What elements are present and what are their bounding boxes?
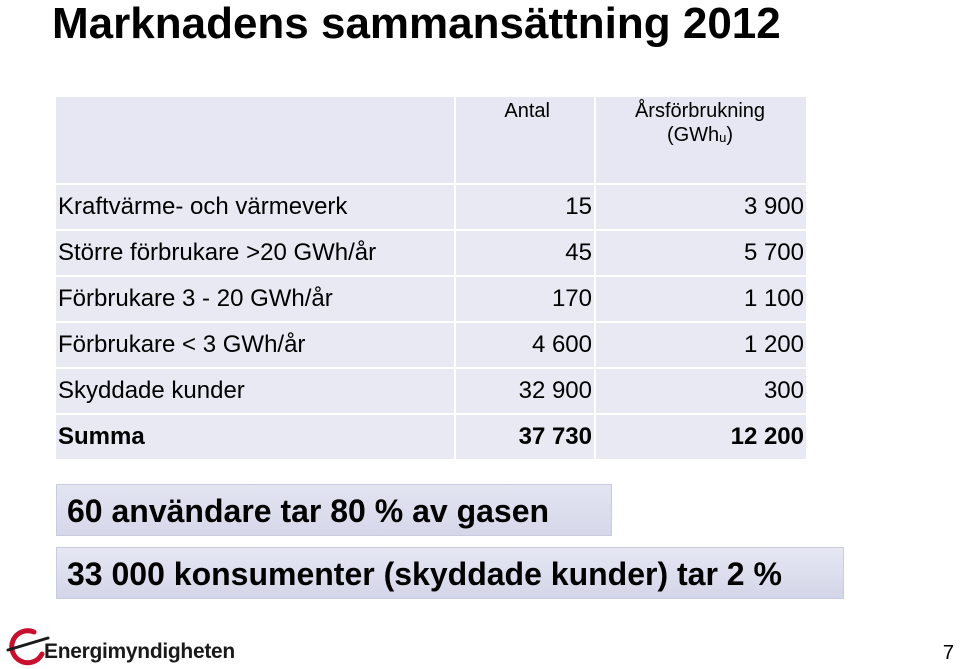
row-forbrukning: 5 700 xyxy=(595,230,807,276)
slide-title: Marknadens sammansättning 2012 xyxy=(52,0,781,48)
row-antal: 170 xyxy=(455,276,595,322)
row-antal: 32 900 xyxy=(455,368,595,414)
logo-text: Energimyndigheten xyxy=(44,640,235,663)
header-unit-sub: u xyxy=(719,130,727,145)
row-antal: 45 xyxy=(455,230,595,276)
header-unit-post: ) xyxy=(726,124,734,146)
row-forbrukning: 1 100 xyxy=(595,276,807,322)
table-row xyxy=(55,184,807,230)
header-arsforbrukning-line1: Årsförbrukning xyxy=(634,100,766,122)
row-label: Förbrukare 3 - 20 GWh/år xyxy=(55,276,455,322)
table-row xyxy=(55,368,807,414)
table-sum-row xyxy=(55,414,807,460)
header-unit-pre: (GWh xyxy=(666,124,720,146)
page-number: 7 xyxy=(942,642,954,664)
table-row xyxy=(55,230,807,276)
table-row xyxy=(55,322,807,368)
row-antal: 37 730 xyxy=(455,414,595,460)
row-forbrukning: 3 900 xyxy=(595,184,807,230)
row-label: Summa xyxy=(55,414,455,460)
row-label: Större förbrukare >20 GWh/år xyxy=(55,230,455,276)
row-antal: 15 xyxy=(455,184,595,230)
row-forbrukning: 300 xyxy=(595,368,807,414)
energimyndigheten-logo xyxy=(4,624,235,668)
header-empty-cell xyxy=(55,96,455,184)
callout-consumers: 33 000 konsumenter (skyddade kunder) tar 2 % xyxy=(56,547,844,599)
market-table xyxy=(54,95,808,461)
table-header-row xyxy=(55,96,807,184)
callout-users: 60 användare tar 80 % av gasen xyxy=(56,484,612,536)
header-antal: Antal xyxy=(455,96,595,184)
table-row xyxy=(55,276,807,322)
header-arsforbrukning xyxy=(595,96,807,184)
row-forbrukning: 1 200 xyxy=(595,322,807,368)
row-label: Skyddade kunder xyxy=(55,368,455,414)
row-label: Kraftvärme- och värmeverk xyxy=(55,184,455,230)
row-forbrukning: 12 200 xyxy=(595,414,807,460)
row-antal: 4 600 xyxy=(455,322,595,368)
row-label: Förbrukare < 3 GWh/år xyxy=(55,322,455,368)
